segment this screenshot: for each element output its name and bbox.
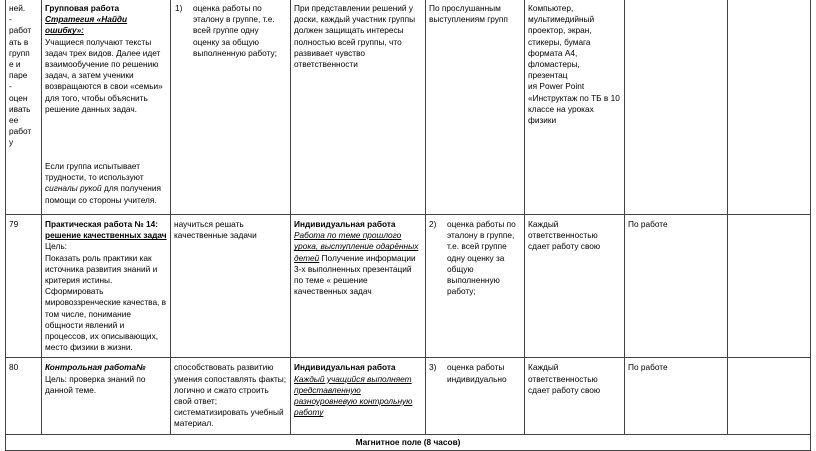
cell-number: 79 [6,215,42,358]
cell-activity [42,215,171,358]
cell-responsibility: Каждый ответственностью сдает работу свою [525,215,625,358]
cell-text: ия Power Point «Инструктаж по ТБ в 10 классе на уроках физики [528,81,620,126]
cell-resources [525,0,625,215]
note-italic: сигналы рукой [45,183,102,194]
list-number: 1) [175,3,183,13]
note-text-end: для получения помощи со стороны учителя. [45,183,162,205]
cell-number: 80 [6,358,42,434]
list-number: 2) [429,219,437,229]
cell-assessment [426,0,525,215]
method-link: Каждый учащийся выполняет представленную разноуровневую контрольную работу [294,373,413,418]
activity-text: Учащиеся получают тексты задач трех видов. Далее идет взаимообучение по решению задач, а затем ученики возвращаются в свои «семьи» для того, чтобы объяснить решение данных задач. [45,36,163,114]
activity-strategy: Стратегия «Найди ошибку»: [45,14,128,36]
activity-title: Контрольная работа№ [45,362,146,373]
cell-text: оценка работы индивидуально [447,362,507,384]
method-desc: Получение информации 3-х выполненных презентаций по теме « решение качественных задач [294,252,416,297]
cell-method [291,215,426,358]
cell-text: оценка работы по эталону в группе, т.е. всей группе одну оценку за общую выполненную работу; [193,3,277,58]
table-row [6,0,811,215]
table-row [6,358,811,434]
method-title: Индивидуальная работа [294,362,396,373]
cell-activity [42,0,171,215]
cell-text: Компьютер, мультимедийный проектор, экран, стикеры, бумага формата А4, фломастеры, презентац [528,3,595,81]
cell-method [291,358,426,434]
section-heading: Магнитное поле (8 часов) [6,434,811,450]
activity-title: Групповая работа [45,3,120,13]
cell-empty [728,215,811,358]
cell-goal: научиться решать качественные задачи [171,215,291,358]
cell-result: По работе [625,358,728,434]
cell-assessment [426,215,525,358]
cell-empty [625,0,728,215]
cell-text: ней. - работ ать в групп е и паре - оцен ивать ее работ у [9,3,32,148]
cell-goal: способствовать развитию умения сопоставлять факты; логично и сжато строить свой ответ; систематизировать учебный материал. [171,358,291,434]
section-row [6,434,811,450]
cell-assessment [426,358,525,434]
cell-text: По прослушанным выступлениям групп [429,3,508,25]
cell-text: оценка работы по эталону в группе, т.е. всей группе одну оценку за общую выполненную работу; [447,219,516,297]
note-text: Если группа испытывает трудности, то используют [45,161,144,183]
activity-text: Цель: Показать роль практики как источника развития знаний и критерия истины. Сформировать мировоззренческие качества, в том числе, понимание общности явлений и процессов, их описывающих, место физики в жизни. [45,241,167,353]
lesson-plan-table [5,0,811,451]
cell-result: По работе [625,215,728,358]
cell-empty [728,0,811,215]
activity-note [45,161,167,206]
method-link: Работа по теме прошлого урока, выступление одарённых детей [294,230,419,263]
cell-activity [42,358,171,434]
activity-text: Цель: проверка знаний по данной теме. [45,373,146,395]
cell-goal [171,0,291,215]
cell-text: При представлении решений у доски, каждый участник группы должен защищать интересы полностью всей группы, что развивает чувство ответственности [294,3,416,70]
activity-subtitle: решение качественных задач [45,230,167,241]
cell-responsibility: Каждый ответственностью сдает работу свою [525,358,625,434]
list-number: 3) [429,362,437,373]
method-title: Индивидуальная работа [294,219,396,229]
table-row [6,215,811,358]
activity-title: Практическая работа № 14: [45,219,159,229]
method-text [294,230,422,297]
cell-number [6,0,42,215]
cell-empty [728,358,811,434]
cell-method [291,0,426,215]
